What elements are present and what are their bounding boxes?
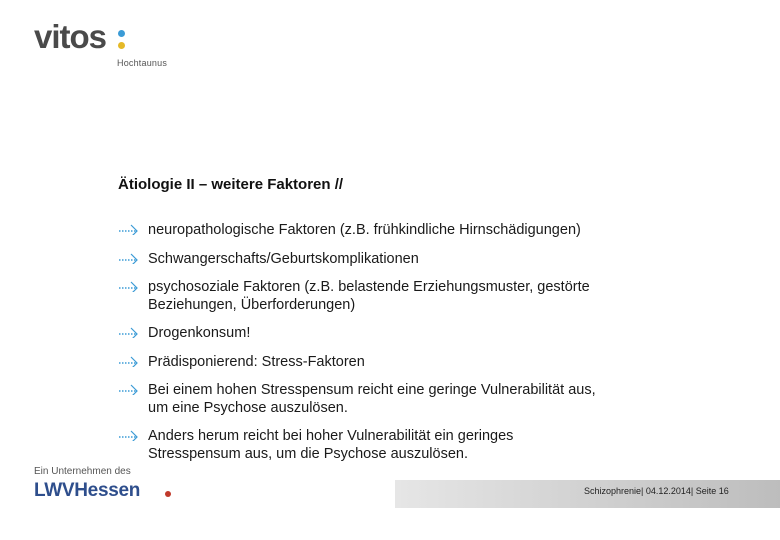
dotted-arrow-icon <box>118 221 140 235</box>
dotted-arrow-icon <box>118 324 140 338</box>
dotted-arrow-icon <box>118 381 140 395</box>
bullet-item <box>118 222 678 240</box>
bullet-text-line: Prädisponierend: Stress-Faktoren <box>148 353 365 370</box>
bullet-text-line: Beziehungen, Überforderungen) <box>148 296 356 313</box>
lwv-logo <box>34 466 140 502</box>
slide-title: Ätiologie II – weitere Faktoren // <box>118 176 344 193</box>
dotted-arrow-icon <box>118 427 140 441</box>
bullet-item <box>118 354 678 372</box>
logo-subtitle: Hochtaunus <box>117 58 168 68</box>
bullet-item <box>118 382 678 417</box>
bullet-text-line: um eine Psychose auszulösen. <box>148 399 348 416</box>
footer-text: Schizophrenie| 04.12.2014| Seite 16 <box>584 486 729 496</box>
lwv-name: LWVHessen <box>34 480 141 501</box>
bullet-item <box>118 251 678 269</box>
bullet-list <box>118 222 678 474</box>
bullet-text-line: Stresspensum aus, um die Psychose auszulösen. <box>148 445 468 462</box>
lwv-dot-icon <box>165 491 171 497</box>
logo-colon-icon <box>118 26 126 50</box>
bullet-text-line: Bei einem hohen Stresspensum reicht eine geringe Vulnerabilität aus, <box>148 382 596 398</box>
bullet-text-line: Schwangerschafts/Geburtskomplikationen <box>148 250 419 267</box>
bullet-text-line: neuropathologische Faktoren (z.B. frühkindliche Hirnschädigungen) <box>148 222 581 238</box>
logo-wordmark: vitos <box>34 18 107 55</box>
bullet-text-line: Drogenkonsum! <box>148 325 251 341</box>
logo-dot-bottom <box>118 42 125 49</box>
bullet-item <box>118 428 678 463</box>
vitos-logo <box>34 20 106 53</box>
dotted-arrow-icon <box>118 250 140 264</box>
dotted-arrow-icon <box>118 278 140 292</box>
bullet-text-line: Anders herum reicht bei hoher Vulnerabilität ein geringes <box>148 428 514 444</box>
dotted-arrow-icon <box>118 353 140 367</box>
lwv-tagline: Ein Unternehmen des <box>34 466 131 477</box>
bullet-text-line: psychosoziale Faktoren (z.B. belastende Erziehungsmuster, gestörte <box>148 279 590 295</box>
logo-dot-top <box>118 30 125 37</box>
bullet-item <box>118 325 678 343</box>
bullet-item <box>118 279 678 314</box>
